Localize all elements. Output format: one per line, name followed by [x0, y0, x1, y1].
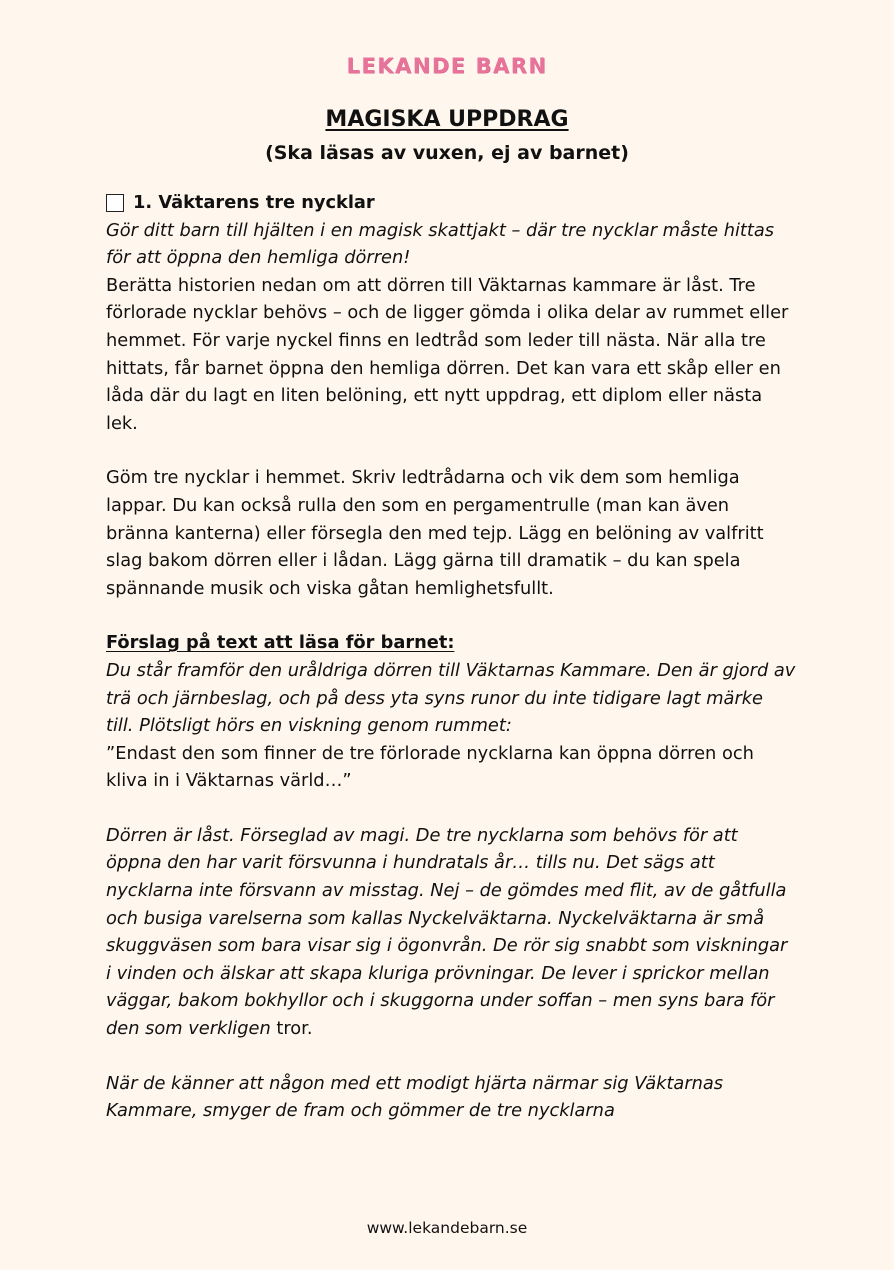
story-p1-italic: Du står framför den uråldriga dörren till Väktarnas Kammare. Den är gjord av trä och järnbeslag, och på dess yta syns runor du inte tidigare lagt märke till. Plötsligt hörs en viskning genom rummet: [106, 659, 796, 737]
task-paragraph-1: Berätta historien nedan om att dörren till Väktarnas kammare är låst. Tre förlorade nycklar behövs – och de ligger gömda i olika delar av rummet eller hemmet. För varje nyckel finns en ledtråd som leder till nästa. När alla tre hittats, får barnet öppna den hemliga dörren. Det kan vara ett skåp eller en låda där du lagt en liten belöning, ett nytt uppdrag, ett diplom eller nästa lek. [106, 274, 789, 434]
task-heading-text: 1. Väktarens tre nycklar [133, 192, 375, 213]
page-subtitle: (Ska läsas av vuxen, ej av barnet) [265, 142, 629, 164]
story-label: Förslag på text att läsa för barnet: [106, 632, 455, 654]
story-paragraph-3: När de känner att någon med ett modigt hjärta närmar sig Väktarnas Kammare, smyger de fram och gömmer de tre nycklarna [106, 1072, 724, 1122]
page-title: MAGISKA UPPDRAG [325, 107, 569, 132]
story-p1-quote: ”Endast den som finner de tre förlorade nycklarna kan öppna dörren och kliva in i Väktarnas värld…” [106, 742, 754, 792]
footer-url[interactable]: www.lekandebarn.se [366, 1219, 528, 1237]
story-paragraph-1 [106, 657, 796, 795]
task-paragraph-2: Göm tre nycklar i hemmet. Skriv ledtrådarna och vik dem som hemliga lappar. Du kan också rulla den som en pergamentrulle (man kan även bränna kanterna) eller försegla den med tejp. Lägg en belöning av valfritt slag bakom dörren eller i lådan. Lägg gärna till dramatik – du kan spela spännande musik och viska gåtan hemlighetsfullt. [106, 467, 764, 599]
document-body [106, 189, 796, 1125]
task-checkbox[interactable] [106, 194, 124, 212]
brand-logo: LEKANDE BARN [346, 54, 548, 78]
story-p2-italic: Dörren är låst. Förseglad av magi. De tre nycklarna som behövs för att öppna den har varit försvunna i hundratals år… tills nu. Det sägs att nycklarna inte försvann av misstag. Nej – de gömdes med flit, av de gåtfulla och busiga varelserna som kallas Nyckelväktarna. Nyckelväktarna är små skuggväsen som bara visar sig i ögonvrån. De rör sig snabbt som viskningar i vinden och älskar att skapa kluriga prövningar. De lever i sprickor mellan väggar, bakom bokhyllor och i skuggorna under soffan – men syns bara för den som verkligen [106, 824, 788, 1040]
story-paragraph-2 [106, 822, 796, 1043]
story-p2-end: tror. [270, 1018, 313, 1040]
task-heading [106, 189, 796, 217]
task-intro: Gör ditt barn till hjälten i en magisk skattjakt – där tre nycklar måste hittas för att öppna den hemliga dörren! [106, 219, 775, 269]
